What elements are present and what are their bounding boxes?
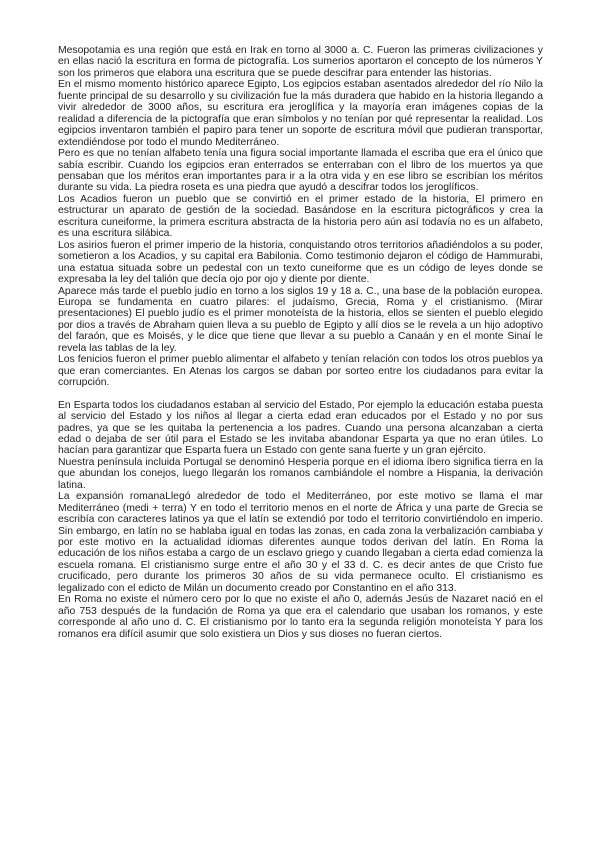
paragraph-pueblo-judio: Aparece más tarde el pueblo judío en torno a los siglos 19 y 18 a. C., una base de la población europea. Europa se fundamenta en cuatro pilares: el judaísmo, Grecia, Roma y el cristianismo. (Mirar presentaciones) El pueblo judío es el primer monoteísta de la historia, ellos se sienten el pueblo elegido por dios a través de Abraham quien lleva a su pueblo de Egipto y allí dios se le revela a un hijo adoptivo del faraón, que es Moisés, y le dice que tiene que llevar a su pueblo a Canaán y en el monte Sinaí le revela las tablas de la ley. — [58, 285, 543, 354]
paragraph-asirios: Los asirios fueron el primer imperio de la historia, conquistando otros territorios añadiéndolos a su poder, sometieron a los Acadios, y su capital era Babilonia. Como testimonio dejaron el código de Hammurabi, una estatua situada sobre un pedestal con un texto cuneiforme que es un código de leyes donde se expresaba la ley del talión que decía ojo por ojo y diente por diente. — [58, 239, 543, 286]
section-ancient-civilizations — [58, 45, 543, 389]
paragraph-egipto: En el mismo momento histórico aparece Egipto, Los egipcios estaban asentados alrededor del río Nilo la fuente principal de su desarrollo y su civilización fue la más duradera que habido en la historia llegando a vivir alrededor de 3000 años, su escritura era jeroglífica y la mayoría eran imágenes copias de la realidad a diferencia de la pictografía que eran símbolos y no tenían por qué representar la realidad. Los egipcios inventaron también el papiro para tener un soporte de escritura móvil que pudieran transportar, extendiéndose por todo el mundo Mediterráneo. — [58, 79, 543, 148]
paragraph-roma-calendario: En Roma no existe el número cero por lo que no existe el año 0, además Jesús de Nazaret nació en el año 753 después de la fundación de Roma ya que era el calendario que usaban los romanos, y este corresponde al año uno d. C. El cristianismo por lo tanto era la segunda religión monoteísta Y para los romanos era difícil asumir que solo existiera un Dios y sus dioses no fueran ciertos. — [58, 594, 543, 640]
paragraph-esparta: En Esparta todos los ciudadanos estaban al servicio del Estado, Por ejemplo la educación estaba puesta al servicio del Estado y los niños al llegar a cierta edad eran educados por el Estado y no por sus padres, ya que se les quitaba la pertenencia a los padres. Cuando una persona alcanzaban a cierta edad o dejaba de ser útil para el Estado se les invitaba abandonar Esparta ya que no eran útiles. Lo hacían para garantizar que Esparta fuera un Estado con gente sana fuerte y un gran ejército. — [58, 399, 543, 457]
section-gap — [58, 389, 543, 400]
paragraph-hesperia: Nuestra península incluida Portugal se denominó Hesperia porque en el idioma íbero significa tierra en la que abundan los conejos, luego llegarán los romanos cambiándole el nombre a Hispania, la derivación latina. — [58, 456, 543, 491]
section-greece-rome — [58, 400, 543, 641]
paragraph-mesopotamia: Mesopotamia es una región que está en Irak en torno al 3000 a. C. Fueron las primeras civilizaciones y en ellas nació la escritura en forma de pictografía. Los sumerios aportaron el concepto de los números Y son los primeros que elabora una escritura que se puede descifrar para entender las historias. — [58, 45, 543, 79]
paragraph-expansion-romana: La expansión romanaLlegó alrededor de todo el Mediterráneo, por este motivo se llama el mar Mediterráneo (medi + terra) Y en todo el territorio menos en el norte de África y una parte de Grecia se escribía con caracteres latinos ya que el latín se extendió por todo el territorio convirtiéndolo en imperio. Sin embargo, en latín no se hablaba igual en todas las zonas, en cada zona la verbalización cambiaba y por este motivo en la actualidad idiomas diferentes aunque todos derivan del latín. En Roma la educación de los niños estaba a cargo de un esclavo griego y cuando llegaban a cierta edad comienza la escuela romana. El cristianismo surge entre el año 30 y el 33 d. C. es decir antes de que Cristo fue crucificado, pero durante los primeros 30 años de su vida permanece oculto. El cristianismo es legalizado con el edicto de Milán un documento creado por Constantino en el año 313. — [58, 491, 543, 594]
paragraph-escriba: Pero es que no tenían alfabeto tenía una figura social importante llamada el escriba que era el único que sabía escribir. Cuando los egipcios eran enterrados se enterraban con el libro de los muertos ya que pensaban que los méritos eran importantes para ir a la otra vida y en ese libro se escribían los méritos durante su vida. La piedra roseta es una piedra que ayudó a descifrar todos los jeroglíficos. — [58, 148, 543, 194]
paragraph-fenicios: Los fenicios fueron el primer pueblo alimentar el alfabeto y tenían relación con todos los otros pueblos ya que eran comerciantes. En Atenas los cargos se daban por sorteo entre los ciudadanos para evitar la corrupción. — [58, 354, 543, 389]
paragraph-acadios: Los Acadios fueron un pueblo que se convirtió en el primer estado de la historia, El primero en estructurar un aparato de gestión de la sociedad. Basándose en la escritura pictográficos y crea la escritura cuneiforme, la primera escritura abstracta de la historia pero aún así todavía no es un alfabeto, es una escritura silábica. — [58, 193, 543, 240]
document-page — [58, 45, 543, 640]
